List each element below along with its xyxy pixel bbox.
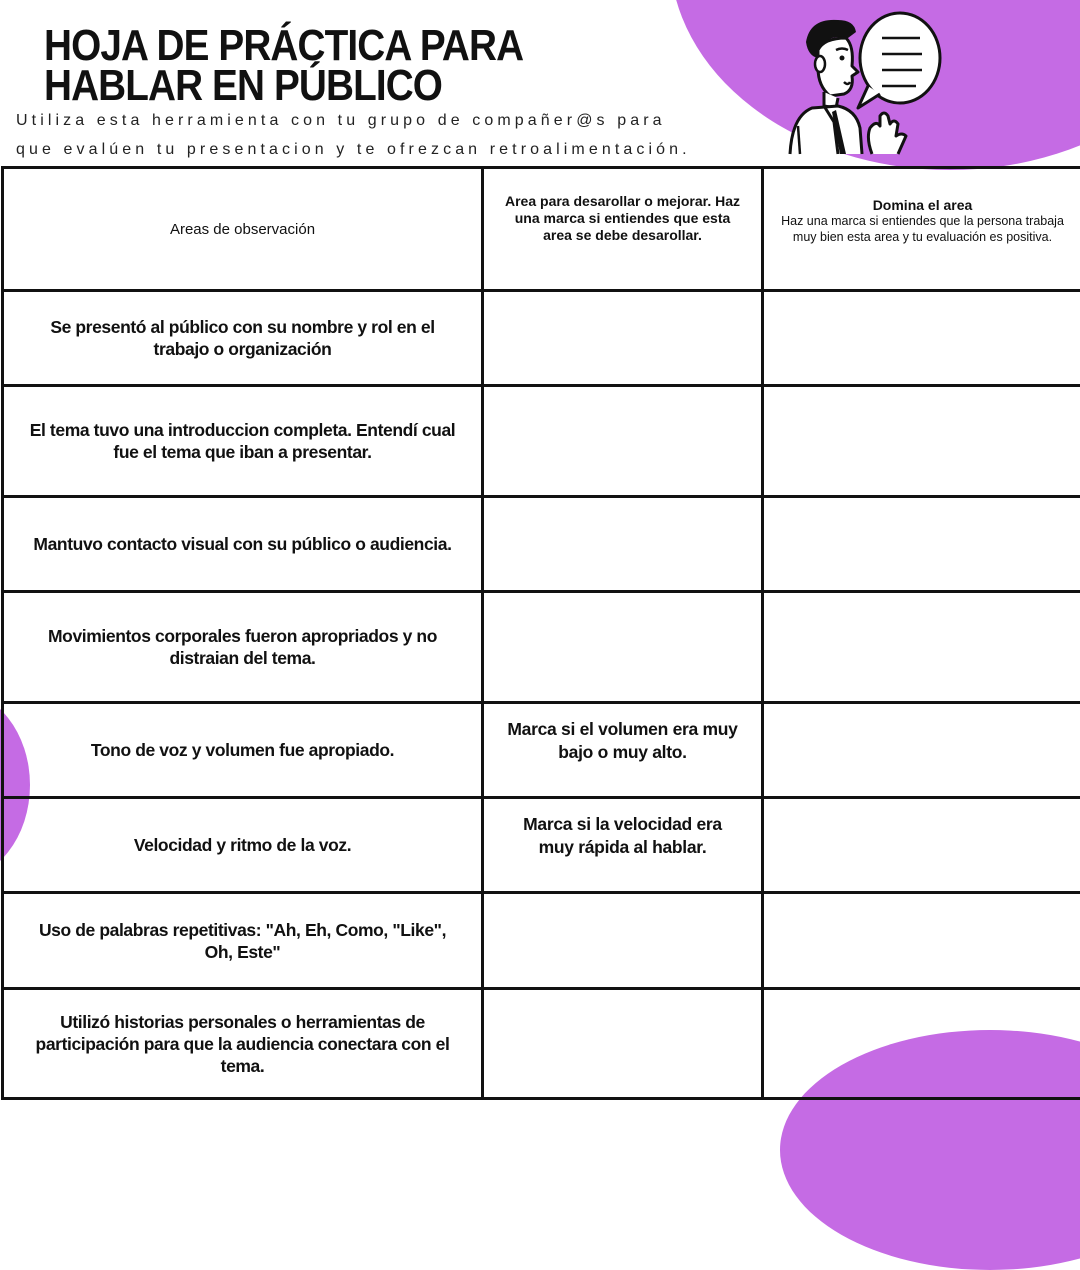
column-header-areas: Areas de observación: [3, 168, 483, 291]
master-mark-cell[interactable]: [763, 386, 1080, 497]
develop-mark-cell[interactable]: [483, 386, 763, 497]
table-row: [3, 798, 1080, 893]
master-mark-cell[interactable]: [763, 703, 1080, 798]
master-mark-cell[interactable]: [763, 291, 1080, 386]
column-header-master-subtitle: Haz una marca si entiendes que la persona trabaja muy bien esta area y tu evaluación es positiva.: [774, 213, 1071, 245]
master-mark-cell[interactable]: [763, 989, 1080, 1099]
subtitle-line-1: Utiliza esta herramienta con tu grupo de compañer@s para: [16, 106, 776, 135]
column-header-master-title: Domina el area: [774, 197, 1071, 213]
observation-area-label: Utilizó historias personales o herramientas de participación para que la audiencia conectara con el tema.: [3, 989, 483, 1099]
develop-mark-cell[interactable]: [483, 989, 763, 1099]
develop-mark-cell[interactable]: [483, 592, 763, 703]
master-mark-cell[interactable]: [763, 497, 1080, 592]
observation-area-label: Tono de voz y volumen fue apropiado.: [3, 703, 483, 798]
column-header-develop: Area para desarollar o mejorar. Haz una marca si entiendes que esta area se debe desarollar.: [483, 168, 763, 291]
observation-area-label: Movimientos corporales fueron apropriados y no distraian del tema.: [3, 592, 483, 703]
speaking-person-icon: [784, 6, 944, 156]
page-title: [44, 26, 523, 106]
table-row: [3, 592, 1080, 703]
develop-mark-cell[interactable]: Marca si la velocidad era muy rápida al hablar.: [483, 798, 763, 893]
develop-mark-cell[interactable]: [483, 893, 763, 989]
observation-area-label: Se presentó al público con su nombre y rol en el trabajo o organización: [3, 291, 483, 386]
master-mark-cell[interactable]: [763, 592, 1080, 703]
table-row: [3, 703, 1080, 798]
table-header-row: [3, 168, 1080, 291]
page-title-line-1: HOJA DE PRÁCTICA PARA: [44, 26, 523, 66]
column-header-master: [763, 168, 1080, 291]
develop-mark-cell[interactable]: [483, 497, 763, 592]
master-mark-cell[interactable]: [763, 798, 1080, 893]
table-row: [3, 291, 1080, 386]
develop-mark-cell[interactable]: [483, 291, 763, 386]
observation-area-label: Uso de palabras repetitivas: "Ah, Eh, Como, "Like", Oh, Este": [3, 893, 483, 989]
page-title-line-2: HABLAR EN PÚBLICO: [44, 66, 523, 106]
subtitle-line-2: que evalúen tu presentacion y te ofrezcan retroalimentación.: [16, 135, 776, 164]
table-row: [3, 497, 1080, 592]
table-row: [3, 386, 1080, 497]
table-row: [3, 893, 1080, 989]
observation-area-label: Mantuvo contacto visual con su público o audiencia.: [3, 497, 483, 592]
develop-mark-cell[interactable]: Marca si el volumen era muy bajo o muy alto.: [483, 703, 763, 798]
page-subtitle: [16, 106, 776, 164]
observation-area-label: El tema tuvo una introduccion completa. Entendí cual fue el tema que iban a presentar.: [3, 386, 483, 497]
observation-area-label: Velocidad y ritmo de la voz.: [3, 798, 483, 893]
table-row: [3, 989, 1080, 1099]
master-mark-cell[interactable]: [763, 893, 1080, 989]
evaluation-table: [1, 166, 1080, 1100]
